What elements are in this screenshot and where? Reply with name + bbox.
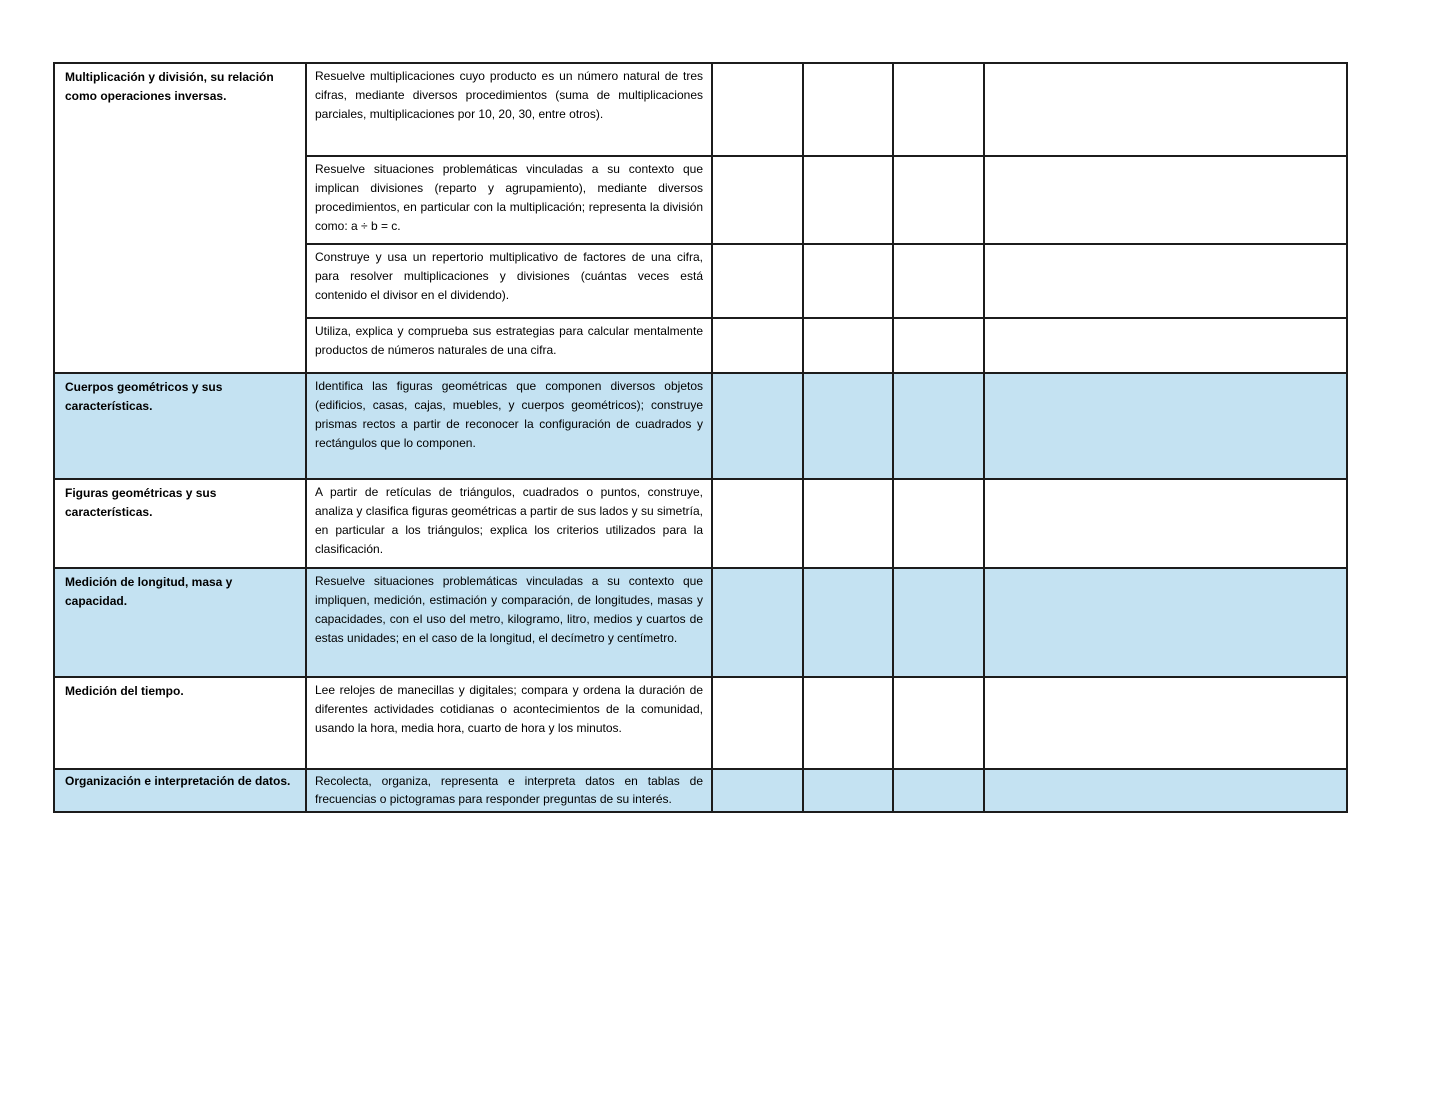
outcome-cell: A partir de retículas de triángulos, cuadrados o puntos, construye, analiza y clasifica figuras geométricas a partir de sus lados y su simetría, en particular a los triángulos; explica los criterios utilizados para la clasificación. (306, 479, 712, 568)
empty-cell (712, 244, 803, 318)
empty-cell (803, 156, 893, 244)
table-row-highlighted (54, 373, 1347, 479)
outcome-cell: Resuelve situaciones problemáticas vinculadas a su contexto que implican divisiones (reparto y agrupamiento), mediante diversos procedimientos, en particular con la multiplicación; representa la división como: a ÷ b = c. (306, 156, 712, 244)
outcome-cell: Utiliza, explica y comprueba sus estrategias para calcular mentalmente productos de números naturales de una cifra. (306, 318, 712, 373)
empty-cell-wide (984, 479, 1347, 568)
empty-cell (803, 568, 893, 677)
empty-cell (893, 677, 984, 769)
empty-cell-wide (984, 318, 1347, 373)
empty-cell (803, 479, 893, 568)
empty-cell (712, 373, 803, 479)
empty-cell-wide (984, 63, 1347, 156)
outcome-cell: Recolecta, organiza, representa e interpreta datos en tablas de frecuencias o pictogramas para responder preguntas de su interés. (306, 769, 712, 812)
topic-cell: Organización e interpretación de datos. (54, 769, 306, 812)
topic-cell: Medición de longitud, masa y capacidad. (54, 568, 306, 677)
empty-cell (712, 479, 803, 568)
empty-cell (893, 63, 984, 156)
topic-cell: Cuerpos geométricos y sus características. (54, 373, 306, 479)
empty-cell (803, 677, 893, 769)
empty-cell-wide (984, 677, 1347, 769)
empty-cell (893, 479, 984, 568)
empty-cell (893, 769, 984, 812)
table-row (54, 677, 1347, 769)
empty-cell-wide (984, 769, 1347, 812)
topic-cell: Figuras geométricas y sus características. (54, 479, 306, 568)
empty-cell (893, 373, 984, 479)
empty-cell (712, 318, 803, 373)
outcome-cell: Construye y usa un repertorio multiplicativo de factores de una cifra, para resolver multiplicaciones y divisiones (cuántas veces está contenido el divisor en el dividendo). (306, 244, 712, 318)
empty-cell (803, 769, 893, 812)
empty-cell (803, 244, 893, 318)
topic-cell: Multiplicación y división, su relación como operaciones inversas. (54, 63, 306, 373)
topic-cell: Medición del tiempo. (54, 677, 306, 769)
empty-cell (712, 769, 803, 812)
empty-cell (712, 677, 803, 769)
curriculum-table (53, 62, 1348, 813)
outcome-cell: Lee relojes de manecillas y digitales; compara y ordena la duración de diferentes actividades cotidianas o acontecimientos de la comunidad, usando la hora, media hora, cuarto de hora y los minutos. (306, 677, 712, 769)
empty-cell (712, 568, 803, 677)
outcome-cell: Resuelve situaciones problemáticas vinculadas a su contexto que impliquen, medición, estimación y comparación, de longitudes, masas y capacidades, con el uso del metro, kilogramo, litro, medios y cuartos de estas unidades; en el caso de la longitud, el decímetro y centímetro. (306, 568, 712, 677)
outcome-cell: Identifica las figuras geométricas que componen diversos objetos (edificios, casas, cajas, muebles, y cuerpos geométricos); construye prismas rectos a partir de reconocer la configuración de cuadrados y rectángulos que lo componen. (306, 373, 712, 479)
table-row (54, 63, 1347, 156)
empty-cell-wide (984, 156, 1347, 244)
empty-cell (712, 63, 803, 156)
empty-cell-wide (984, 373, 1347, 479)
empty-cell (893, 318, 984, 373)
table-row (54, 479, 1347, 568)
table-row-highlighted (54, 769, 1347, 812)
empty-cell (803, 318, 893, 373)
empty-cell-wide (984, 244, 1347, 318)
empty-cell (712, 156, 803, 244)
empty-cell (893, 244, 984, 318)
table-row-highlighted (54, 568, 1347, 677)
empty-cell (893, 156, 984, 244)
empty-cell (803, 373, 893, 479)
empty-cell (803, 63, 893, 156)
outcome-cell: Resuelve multiplicaciones cuyo producto es un número natural de tres cifras, mediante diversos procedimientos (suma de multiplicaciones parciales, multiplicaciones por 10, 20, 30, entre otros). (306, 63, 712, 156)
empty-cell-wide (984, 568, 1347, 677)
empty-cell (893, 568, 984, 677)
